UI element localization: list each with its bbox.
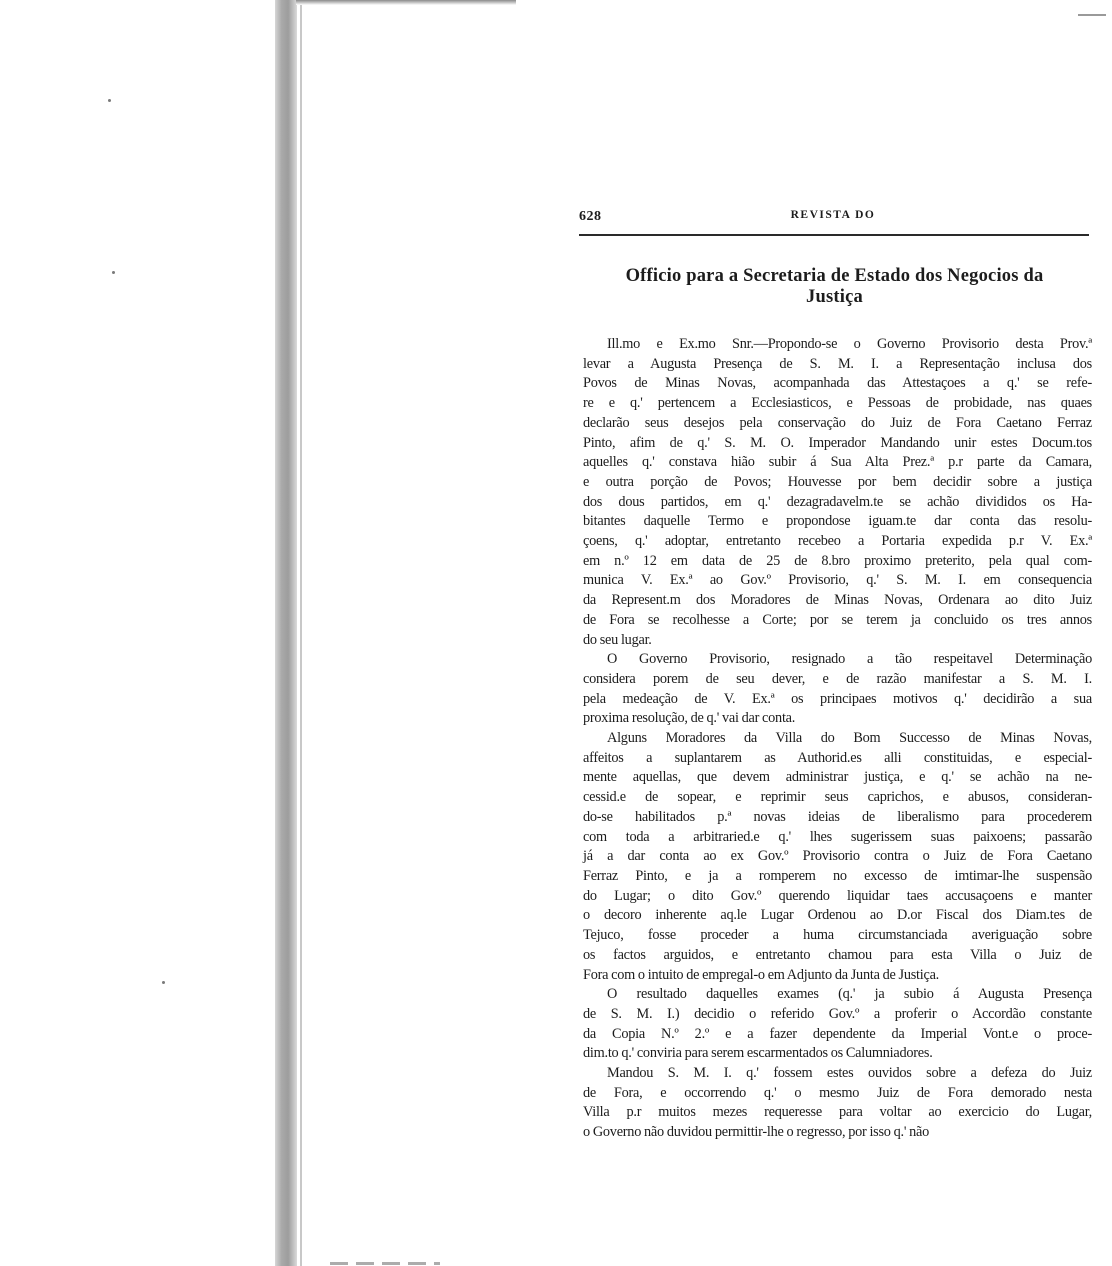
text-line: levar a Augusta Presença de S. M. I. a Representação inclusa dos: [583, 355, 1092, 372]
text-line: bitantes daquelle Termo e propondose iguam.te dar conta das resolu-: [583, 513, 1092, 530]
text-line: munica V. Ex.ª ao Gov.º Provisorio, q.' S. M. I. em consequencia: [583, 572, 1092, 589]
text-line: dim.to q.' conviria para serem escarmentados os Calumniadores.: [583, 1045, 933, 1062]
text-line: do Lugar; o dito Gov.º querendo liquidar taes accusaçoens e manter: [583, 887, 1092, 904]
text-line: Ferraz Pinto, e ja a romperem no excesso de imtimar-lhe suspensão: [583, 867, 1092, 884]
title-line: Officio para a Secretaria de Estado dos Negocios da: [625, 266, 1044, 286]
text-line: considera porem de seu dever, e de razão manifestar a S. M. I.: [583, 670, 1092, 687]
scan-speck: [108, 99, 111, 102]
text-line: em n.º 12 em data de 25 de 8.bro proximo preterito, pela qual com-: [583, 552, 1092, 569]
text-line: Villa p.r muitos mezes requeresse para voltar ao exercicio do Lugar,: [583, 1104, 1092, 1121]
text-line: proxima resolução, de q.' vai dar conta.: [583, 710, 796, 727]
text-line: do-se habilitados p.ª novas ideias de liberalismo para procederem: [583, 808, 1092, 825]
text-line: da Copia N.º 2.º e a fazer dependente da Imperial Vont.e o proce-: [583, 1025, 1092, 1042]
document-title: [572, 266, 1097, 308]
paragraph: [583, 650, 1092, 729]
scan-speck: [112, 271, 115, 274]
text-line: affeitos a suplantarem as Authorid.es alli constituidas, e especial-: [583, 749, 1092, 766]
text-line: de Fora se recolhesse a Corte; por se terem ja concluido os tres annos: [583, 611, 1092, 628]
text-line: Povos de Minas Novas, acompanhada das Attestaçoes a q.' se refe-: [583, 375, 1092, 392]
text-line: Ill.mo e Ex.mo Snr.—Propondo-se o Governo Provisorio desta Prov.ª: [607, 336, 1092, 352]
text-line: pela medeação de V. Ex.ª os principaes motivos q.' decidirão a sua: [583, 690, 1092, 707]
text-line: dos dous partidos, em q.' dezagradavelm.te se achão divididos os Ha-: [583, 493, 1092, 510]
text-line: çoens, q.' adoptar, entretanto recebeo a Portaria expedida p.r V. Ex.ª: [583, 533, 1092, 550]
running-head: REVISTA DO: [790, 209, 876, 221]
bottom-edge-marks: [330, 1262, 440, 1265]
page-number: 628: [579, 209, 602, 224]
text-line: O Governo Provisorio, resignado a tão respeitavel Determinação: [607, 651, 1092, 668]
text-line: declarão seus desejos pela conservação do Juiz de Fora Caetano Ferraz: [583, 414, 1092, 431]
corner-mark: [1078, 14, 1106, 16]
text-line: O resultado daquelles exames (q.' ja subio á Augusta Presença: [607, 986, 1092, 1003]
text-line: o Governo não duvidou permittir-lhe o regresso, por isso q.' não: [583, 1124, 929, 1141]
text-line: já a dar conta ao ex Gov.º Provisorio contra o Juiz de Fora Caetano: [583, 848, 1092, 865]
text-line: re e q.' pertencem a Ecclesiasticos, e Pessoas de probidade, nas quaes: [583, 395, 1092, 412]
binding-edge: [300, 0, 302, 1266]
text-line: e outra porção de Povos; Houvesse por bem decidir sobre a justiça: [583, 473, 1092, 490]
text-line: da Represent.m dos Moradores de Minas Novas, Ordenara ao dito Juiz: [583, 592, 1092, 609]
text-line: o decoro inherente aq.le Lugar Ordenou ao D.or Fiscal dos Diam.tes de: [583, 907, 1092, 924]
paragraph: [583, 335, 1092, 650]
text-line: Mandou S. M. I. q.' fossem estes ouvidos sobre a defeza do Juiz: [607, 1065, 1092, 1082]
document-body: [583, 335, 1092, 1143]
page-header: [579, 205, 1087, 227]
text-line: mente aquellas, que devem administrar justiça, e q.' se achão na ne-: [583, 769, 1092, 786]
page-top-edge: [296, 0, 516, 5]
paragraph: [583, 985, 1092, 1064]
title-line: Justiça: [806, 287, 863, 307]
text-line: os factos arguidos, e entretanto chamou para esta Villa o Juiz de: [583, 946, 1092, 963]
text-line: aquelles q.' constava hião subir á Sua Alta Prez.ª p.r parte da Camara,: [583, 454, 1092, 471]
binding-shadow: [275, 0, 297, 1266]
text-line: de S. M. I.) decidio o referido Gov.º a proferir o Accordão constante: [583, 1005, 1092, 1022]
text-line: com toda a arbitraried.e q.' lhes sugerissem suas paixoens; passarão: [583, 828, 1092, 845]
paragraph: [583, 1064, 1092, 1143]
text-line: de Fora, e occorrendo q.' o mesmo Juiz de Fora demorado nesta: [583, 1084, 1092, 1101]
scan-speck: [162, 981, 165, 984]
text-line: do seu lugar.: [583, 631, 652, 648]
text-line: Alguns Moradores da Villa do Bom Successo de Minas Novas,: [607, 730, 1092, 747]
text-line: Tejuco, fosse proceder a huma circumstanciada averiguação sobre: [583, 927, 1092, 944]
header-rule: [579, 234, 1089, 236]
text-line: cessid.e de sopear, e reprimir seus caprichos, e abusos, consideran-: [583, 789, 1092, 806]
text-line: Pinto, afim de q.' S. M. O. Imperador Mandando unir estes Docum.tos: [583, 434, 1092, 451]
paragraph: [583, 729, 1092, 985]
text-line: Fora com o intuito de empregal-o em Adjunto da Junta de Justiça.: [583, 966, 940, 983]
